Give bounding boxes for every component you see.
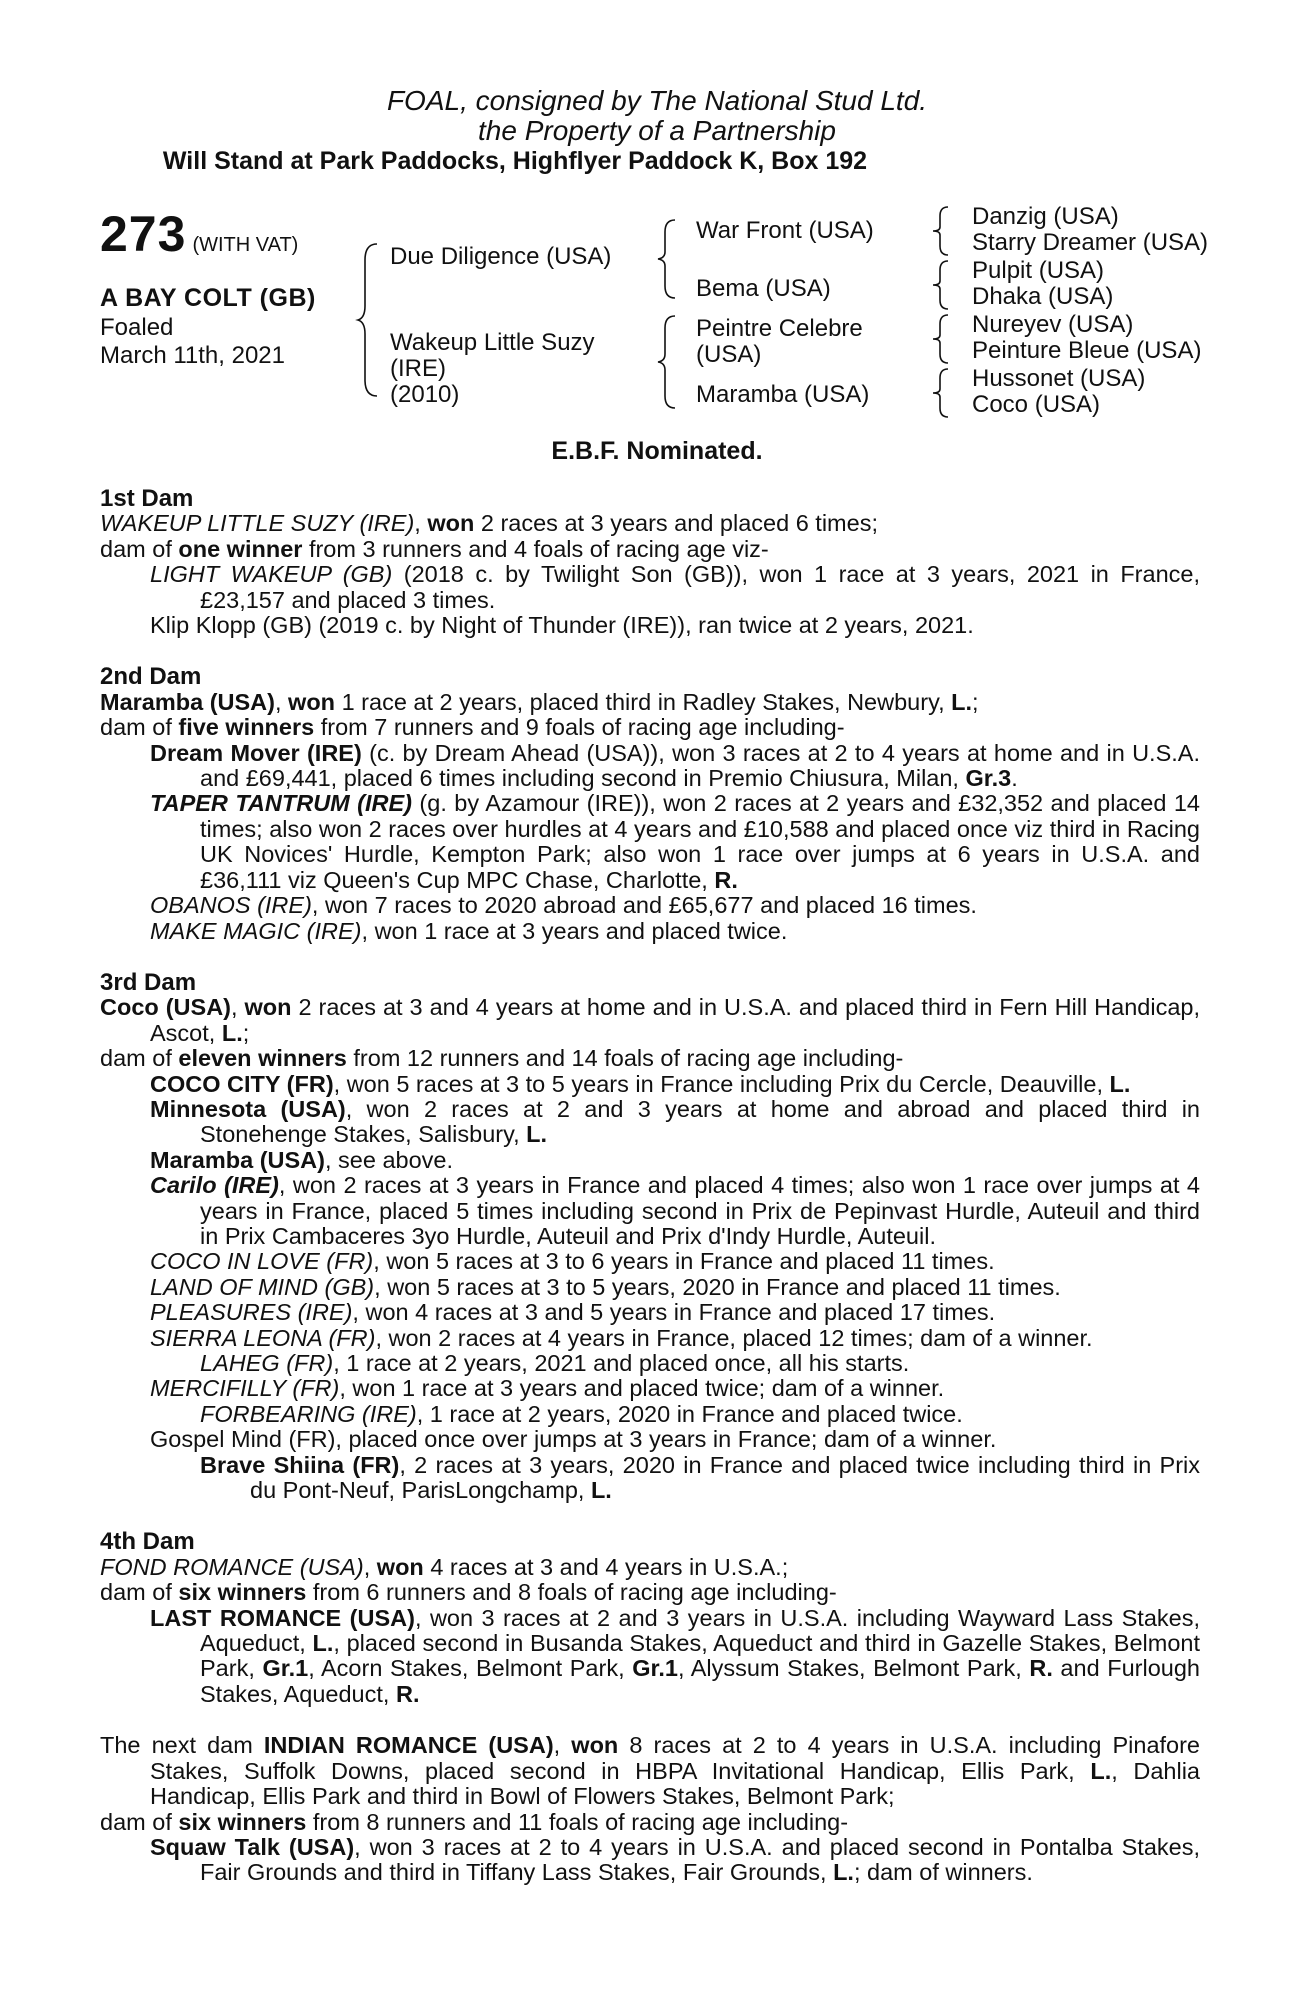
pedigree-dss: Nureyev (USA): [972, 311, 1134, 338]
dam2-summary: [100, 690, 1200, 715]
text: from 7 runners and 9 foals of racing age including-: [314, 714, 845, 741]
dam-name: Maramba (USA): [100, 688, 275, 715]
grade: L.: [312, 1630, 334, 1657]
foal-name: Carilo (IRE): [150, 1172, 279, 1199]
pedigree-dam: [390, 330, 595, 408]
text: , Acorn Stakes, Belmont Park,: [308, 1655, 633, 1682]
grade: L.: [951, 688, 973, 715]
grade: Gr.1: [632, 1655, 678, 1682]
text: , won 5 races at 3 to 6 years in France and placed 11 times.: [373, 1248, 995, 1275]
dam2-dam-of: [100, 715, 1200, 740]
foal-name: LAND OF MIND (GB): [150, 1273, 375, 1300]
next-dam-summary: [100, 1733, 1200, 1809]
text: dam of: [100, 535, 179, 562]
foal-name: Squaw Talk (USA): [150, 1833, 355, 1860]
pedigree-ssd: Starry Dreamer (USA): [972, 229, 1209, 256]
text: ,: [363, 1553, 377, 1580]
pedigree-brace-sire: [655, 216, 681, 302]
pedigree-dam-year: (2010): [390, 381, 460, 408]
dam2-foal-2: [100, 791, 1200, 893]
pedigree-dsd: Peinture Bleue (USA): [972, 337, 1202, 364]
dam4-foal-1: [100, 1606, 1200, 1708]
dam3-foal-3: [100, 1148, 1200, 1173]
text: , 1 race at 2 years, 2020 in France and placed twice.: [416, 1400, 963, 1427]
dam3-foal-8: [100, 1326, 1200, 1351]
text: , won 7 races to 2020 abroad and £65,677 and placed 16 times.: [311, 892, 977, 919]
foaled-label: Foaled: [100, 314, 174, 341]
text: from 3 runners and 4 foals of racing age viz-: [302, 535, 769, 562]
pedigree-sire: Due Diligence (USA): [390, 243, 612, 270]
winners-count: five winners: [178, 714, 315, 741]
pedigree-dam-dam: Maramba (USA): [696, 381, 870, 408]
foal-name: COCO CITY (FR): [150, 1070, 334, 1097]
text: ,: [553, 1732, 572, 1759]
grade: L.: [590, 1477, 612, 1504]
text: dam of: [100, 1045, 179, 1072]
foal-name: LAST ROMANCE (USA): [150, 1604, 415, 1631]
pedigree-brace-sd: [930, 258, 954, 312]
text: 2 races at 3 and 4 years at home and in U.S.A. and placed third in Fern Hill Handicap, Ascot,: [150, 994, 1201, 1046]
won-label: won: [376, 1553, 424, 1580]
text: , won 1 race at 3 years and placed twice.: [361, 917, 788, 944]
foal-name: COCO IN LOVE (FR): [150, 1248, 374, 1275]
text: 8 races at 2 to 4 years in U.S.A. including Pinafore Stakes, Suffolk Downs, placed second in HBPA Invitational Handicap, Ellis Park,: [150, 1732, 1201, 1784]
won-label: won: [427, 510, 475, 537]
pedigree-dam-sire-name: Peintre Celebre: [696, 315, 863, 342]
text: (g. by Azamour (IRE)), won 2 races at 2 years and £32,352 and placed 14 times; also won 2 races over hurdles at 4 years and £10,588 and placed once viz third in Racing UK Novices' Hurdle, Kempton Park; also won 1 race over jumps at 6 years in U.S.A. and £36,111 viz Queen's Cup MPC Chase, Charlotte,: [200, 790, 1200, 893]
text: , won 2 races at 4 years in France, placed 12 times; dam of a winner.: [375, 1324, 1093, 1351]
dam4-dam-of: [100, 1580, 1200, 1605]
grade: L.: [1090, 1757, 1112, 1784]
dam3-foal-6: [100, 1275, 1200, 1300]
pedigree-brace-ds: [930, 312, 954, 366]
grade: R.: [714, 866, 738, 893]
next-foal-1: [100, 1835, 1200, 1886]
won-label: won: [244, 994, 292, 1021]
foal-name: LAHEG (FR): [200, 1350, 334, 1376]
text: , 2 races at 3 years, 2020 in France and placed twice including third in Prix du Pont-Neuf, ParisLongchamp,: [250, 1451, 1201, 1504]
foal-name: FORBEARING (IRE): [200, 1400, 417, 1427]
grade: L.: [221, 1019, 243, 1046]
winners-count: one winner: [178, 535, 303, 562]
grade: Gr.3: [965, 765, 1012, 792]
pedigree-ddd: Coco (USA): [972, 391, 1101, 418]
dam-name: INDIAN ROMANCE (USA): [263, 1732, 554, 1759]
foal-name: PLEASURES (IRE): [150, 1299, 353, 1326]
dam2-foal-1: [100, 741, 1200, 792]
foal-name: SIERRA LEONA (FR): [150, 1324, 376, 1351]
pedigree-brace-gen1: [355, 240, 385, 400]
pedigree-sire-dam: Bema (USA): [696, 275, 831, 302]
dam-name: FOND ROMANCE (USA): [100, 1553, 364, 1580]
lot-number: 273: [100, 206, 187, 262]
text: dam of: [100, 1579, 179, 1606]
dam3-grandfoal-1: [100, 1351, 1200, 1376]
text: from 12 runners and 14 foals of racing age including-: [346, 1045, 904, 1072]
property-line: the Property of a Partnership: [478, 115, 836, 146]
produce-record: [100, 486, 1200, 1886]
text: , Alyssum Stakes, Belmont Park,: [677, 1655, 1030, 1682]
text: from 8 runners and 11 foals of racing age including-: [306, 1808, 849, 1835]
text: ,: [231, 994, 245, 1021]
pedigree-sds: Pulpit (USA): [972, 257, 1105, 284]
pedigree-brace-ss: [930, 204, 954, 258]
winners-count: eleven winners: [178, 1045, 347, 1072]
winners-count: six winners: [178, 1808, 307, 1835]
horse-description: A BAY COLT (GB): [100, 284, 316, 312]
text: , won 2 races at 3 years in France and placed 4 times; also won 1 race over jumps at 4 years in France, placed 5 times including second in Prix de Pepinvast Hurdle, Auteuil and third in Prix Cambaceres 3yo Hurdle, Auteuil and Prix d'Indy Hurdle, Auteuil.: [200, 1172, 1200, 1249]
lot-block: [100, 205, 298, 263]
pedigree-dam-name: Wakeup Little Suzy: [390, 329, 595, 356]
text: ; dam of winners.: [853, 1859, 1033, 1886]
dam3-heading: 3rd Dam: [100, 968, 197, 996]
pedigree-sss: Danzig (USA): [972, 203, 1119, 230]
dam1-foal-1: [100, 562, 1200, 613]
winners-count: six winners: [178, 1579, 307, 1606]
grade: Gr.1: [262, 1655, 309, 1682]
dam2-foal-4: [100, 919, 1200, 944]
text: (c. by Dream Ahead (USA)), won 3 races at 2 to 4 years at home and in U.S.A. and £69,441, placed 6 times including second in Premio Chiusura, Milan,: [200, 739, 1200, 792]
foal-name: OBANOS (IRE): [150, 892, 312, 919]
pedigree-brace-dd: [930, 366, 954, 420]
foal-name: MERCIFILLY (FR): [150, 1375, 340, 1402]
grade: L.: [833, 1859, 854, 1886]
text: ,: [274, 688, 289, 715]
text: dam of: [100, 714, 179, 741]
text: ,: [414, 510, 428, 537]
pedigree-brace-dam: [655, 312, 681, 412]
text: , 1 race at 2 years, 2021 and placed once, all his starts.: [333, 1350, 910, 1376]
dam1-heading: 1st Dam: [100, 485, 194, 512]
dam3-foal-1: [100, 1072, 1200, 1097]
pedigree-sdd: Dhaka (USA): [972, 283, 1114, 310]
location-line: Will Stand at Park Paddocks, Highflyer Paddock K, Box 192: [162, 147, 868, 175]
text: , won 3 races at 2 and 3 years in U.S.A. including Wayward Lass Stakes, Aqueduct,: [200, 1604, 1200, 1657]
text: , won 5 races at 3 to 5 years in France including Prix du Cercle, Deauville,: [333, 1070, 1110, 1097]
dam3-summary: [100, 995, 1200, 1046]
grade: R.: [1029, 1655, 1053, 1682]
text: , Dahlia Handicap, Ellis Park and third in Bowl of Flowers Stakes, Belmont Park;: [150, 1757, 1201, 1810]
grade: L.: [526, 1121, 548, 1148]
text: 2 races at 3 years and placed 6 times;: [474, 510, 878, 537]
text: (2018 c. by Twilight Son (GB)), won 1 race at 3 years, 2021 in France, £23,157 and placed 3 times.: [200, 561, 1200, 613]
text: and Furlough Stakes, Aqueduct,: [200, 1655, 1200, 1707]
dam2-heading: 2nd Dam: [100, 663, 202, 691]
dam3-foal-7: [100, 1300, 1200, 1325]
consignor-line: FOAL, consigned by The National Stud Ltd.: [386, 85, 928, 116]
vat-label: (WITH VAT): [192, 234, 299, 256]
grade: L.: [1109, 1070, 1131, 1097]
text: , won 1 race at 3 years and placed twice; dam of a winner.: [339, 1375, 945, 1402]
dam3-foal-2: [100, 1097, 1200, 1148]
won-label: won: [288, 688, 336, 715]
foal-name: MAKE MAGIC (IRE): [150, 917, 362, 944]
dam-name: WAKEUP LITTLE SUZY (IRE): [100, 510, 415, 537]
pedigree-dds: Hussonet (USA): [972, 365, 1146, 392]
foaled-date: March 11th, 2021: [100, 342, 286, 369]
pedigree-sire-sire: War Front (USA): [696, 217, 874, 244]
spacer: [100, 1707, 1200, 1733]
dam2-foal-3: [100, 893, 1200, 918]
text: 1 race at 2 years, placed third in Radley Stakes, Newbury,: [335, 688, 952, 715]
dam3-grandfoal-2: [100, 1402, 1200, 1427]
text: , won 2 races at 2 and 3 years at home and abroad and placed third in Stonehenge Stakes, Salisbury,: [200, 1095, 1200, 1148]
text: ;: [242, 1019, 250, 1046]
pedigree-dam-sire-country: (USA): [696, 341, 762, 368]
dam-name: Coco (USA): [100, 994, 231, 1021]
text: , won 4 races at 3 and 5 years in France and placed 17 times.: [352, 1299, 996, 1326]
text: , see above.: [324, 1146, 454, 1173]
dam3-grandfoal-3: [100, 1453, 1200, 1504]
dam4-heading: 4th Dam: [100, 1528, 195, 1556]
pedigree-dam-sire: [696, 316, 863, 368]
text: dam of: [100, 1808, 179, 1835]
dam3-foal-4: [100, 1173, 1200, 1249]
text: 4 races at 3 and 4 years in U.S.A.;: [423, 1553, 789, 1580]
ebf-nominated: E.B.F. Nominated.: [551, 437, 763, 465]
foal-name: Brave Shiina (FR): [200, 1451, 400, 1478]
foal-name: Dream Mover (IRE): [150, 739, 362, 766]
won-label: won: [571, 1732, 619, 1759]
foal-name: Minnesota (USA): [150, 1095, 346, 1122]
pedigree-dam-country: (IRE): [390, 355, 446, 382]
next-dam-of: [100, 1810, 1200, 1835]
dam3-foal-5: [100, 1249, 1200, 1274]
dam1-foal-2: Klip Klopp (GB) (2019 c. by Night of Thunder (IRE)), ran twice at 2 years, 2021.: [150, 612, 974, 639]
foaled-block: [100, 314, 285, 370]
foal-name: LIGHT WAKEUP (GB): [150, 561, 393, 588]
text: , won 5 races at 3 to 5 years, 2020 in France and placed 11 times.: [374, 1273, 1061, 1300]
grade: R.: [395, 1680, 420, 1707]
dam4-summary: [100, 1555, 1200, 1580]
dam3-foal-10: Gospel Mind (FR), placed once over jumps at 3 years in France; dam of a winner.: [150, 1426, 997, 1453]
text: , won 3 races at 2 to 4 years in U.S.A. and placed second in Pontalba Stakes, Fair Grounds and third in Tiffany Lass Stakes, Fair Grounds,: [200, 1833, 1200, 1886]
text: .: [1011, 765, 1018, 792]
text: from 6 runners and 8 foals of racing age including-: [306, 1579, 837, 1606]
text: , placed second in Busanda Stakes, Aqueduct and third in Gazelle Stakes, Belmont Park,: [200, 1630, 1200, 1682]
foal-name: TAPER TANTRUM (IRE): [150, 790, 412, 817]
dam3-foal-9: [100, 1376, 1200, 1401]
dam1-summary: [100, 511, 1200, 536]
foal-name: Maramba (USA): [150, 1146, 325, 1173]
text: ;: [972, 688, 979, 715]
dam3-dam-of: [100, 1046, 1200, 1071]
text: The next dam: [100, 1732, 264, 1759]
dam1-dam-of: [100, 537, 1200, 562]
